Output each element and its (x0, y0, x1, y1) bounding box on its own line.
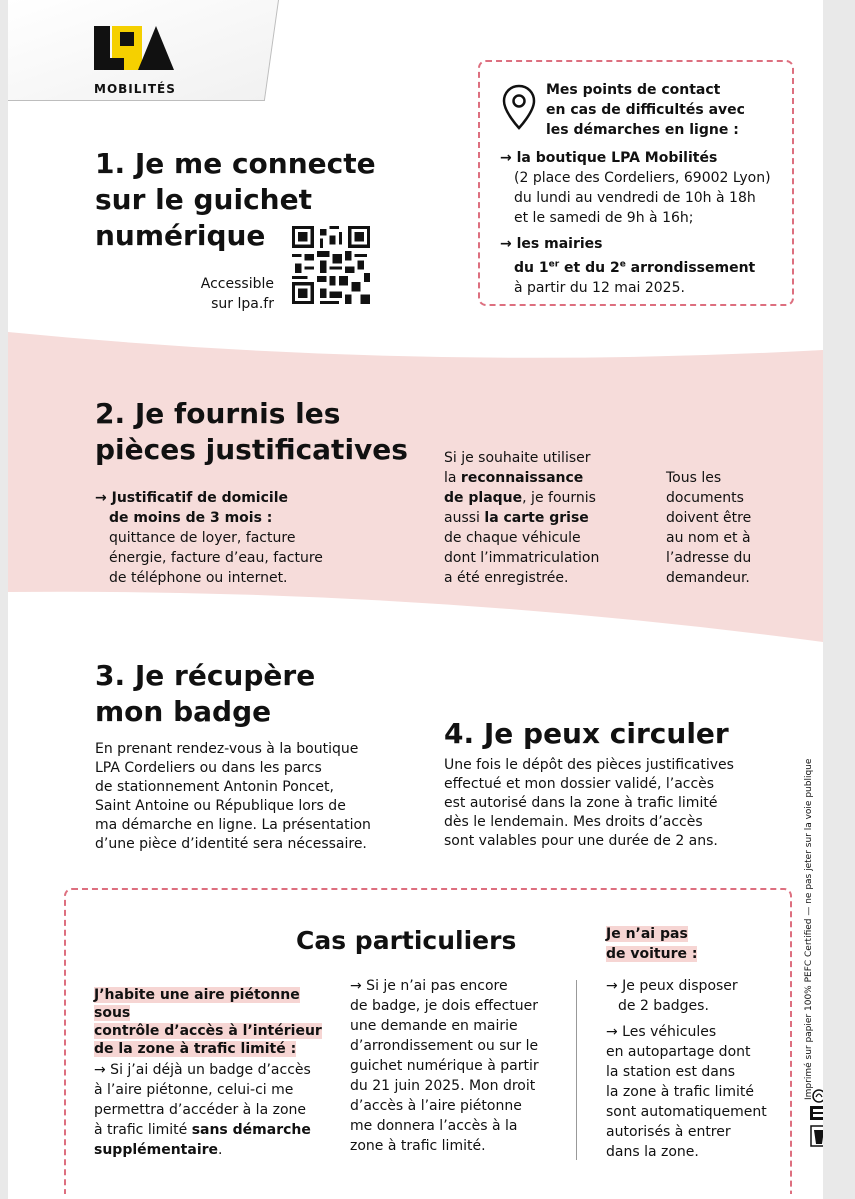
flyer-page (8, 0, 823, 1199)
column-divider (576, 980, 577, 1160)
section3-text: En prenant rendez-vous à la boutique LPA Cordeliers ou dans les parcs de stationnement Antonin Poncet, Saint Antoine ou République lors de ma démarche en ligne. La présentation d’une pièce d’identité sera nécessaire. (95, 741, 371, 852)
section4-text: Une fois le dépôt des pièces justificatives effectué et mon dossier validé, l’accès est autorisé dans la zone à trafic limité dès le lendemain. Mes droits d’accès sont valables pour une durée de 2 ans. (444, 757, 734, 849)
lpa-logo-mark (94, 24, 174, 74)
documents-name-note: Tous les documents doivent être au nom et à l’adresse du demandeur. (666, 470, 752, 586)
special-cases-box (64, 888, 792, 1194)
pedestrian-area-heading: J’habite une aire piétonne sous contrôle d’accès à l’intérieur de la zone à trafic limité : (94, 987, 322, 1057)
access-note: Accessible sur lpa.fr (200, 276, 274, 312)
plate-recognition-note: Si je souhaite utiliser la reconnaissance de plaque, je fournis aussi la carte grise de chaque véhicule dont l’immatriculation a été enregistrée. (444, 450, 600, 586)
section1-title: 1. Je me connecte sur le guichet numérique (95, 147, 376, 252)
print-note: Imprimé sur papier 100% PEFC Certified — ne pas jeter sur la voie publique (804, 758, 814, 1100)
section4-title: 4. Je peux circuler (444, 717, 729, 750)
contact-mairies: → les mairies du 1er et du 2e arrondissement à partir du 12 mai 2025. (500, 236, 756, 296)
no-car-heading: Je n’ai pas de voiture : (606, 926, 698, 962)
proof-of-address: → Justificatif de domicile de moins de 3 mois : quittance de loyer, facture énergie, facture d’eau, facture de téléphone ou internet. (95, 490, 323, 586)
contact-boutique: → la boutique LPA Mobilités (2 place des Cordeliers, 69002 Lyon) du lundi au vendredi de 10h à 18h et le samedi de 9h à 16h; (500, 150, 771, 226)
section3-title: 3. Je récupère mon badge (95, 659, 316, 728)
qr-code-icon[interactable] (292, 226, 370, 304)
contact-box (478, 60, 794, 306)
cases-title: Cas particuliers (296, 926, 517, 955)
location-pin-icon (502, 84, 536, 130)
section2-title: 2. Je fournis les pièces justificatives (95, 397, 408, 466)
pefc-icon (808, 1088, 823, 1148)
lpa-logo (94, 24, 184, 100)
pedestrian-area-text: → Si j’ai déjà un badge d’accès à l’aire piétonne, celui-ci me permettra d’accéder à la zone à trafic limité sans démarche supplémentaire. (94, 1062, 311, 1158)
no-car-text: → Je peux disposer de 2 badges. → Les véhicules en autopartage dont la station est dans la zone à trafic limité sont automatiquement autorisés à entrer dans la zone. (606, 978, 767, 1160)
logo-subtitle: MOBILITÉS (94, 82, 176, 96)
no-badge-text: → Si je n’ai pas encore de badge, je dois effectuer une demande en mairie d’arrondissement ou sur le guichet numérique à partir du 21 juin 2025. Mon droit d’accès à l’aire piétonne me donnera l’accès à la zone à trafic limité. (350, 978, 539, 1154)
contact-title: Mes points de contact en cas de difficultés avec les démarches en ligne : (546, 82, 745, 138)
